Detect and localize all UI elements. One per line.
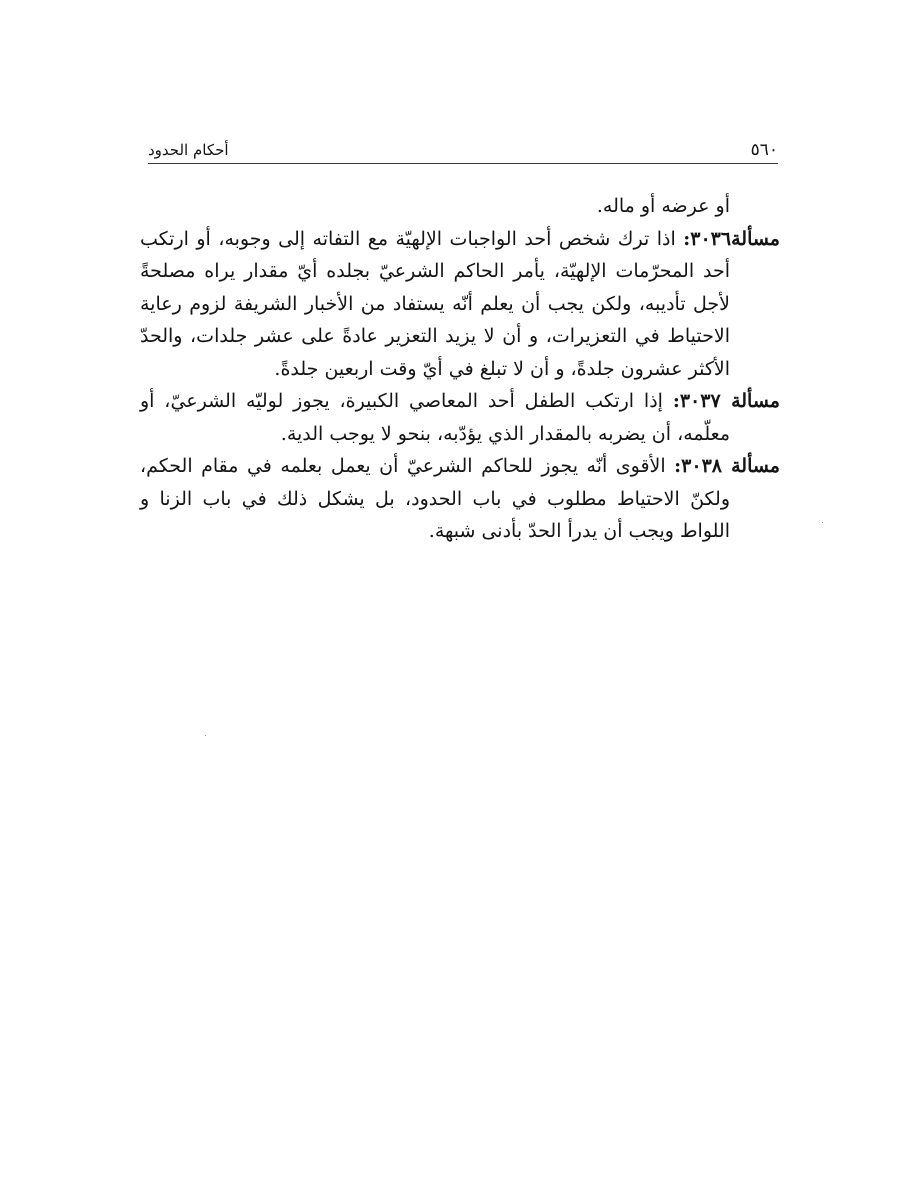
issue-label: مسألة٣٠٣٦:: [683, 227, 780, 250]
header-rule: [148, 163, 778, 164]
page-number: ٥٦٠: [750, 140, 778, 160]
issue-text: اذا ترك شخص أحد الواجبات الإلهيّة مع التفاته إلى وجوبه، أو ارتكب أحد المحرّمات الإلهيّة، يأمر الحاكم الشرعيّ بجلده أيّ مقدار يراه مصلحةً لأجل تأديبه، ولكن يجب أن يعلم أنّه يستفاد من الأخبار الشريفة لزوم رعاية الاحتياط في التعزيرات، و أن لا يزيد التعزير عادةً على عشر جلدات، والحدّ الأكثر عشرون جلدةً، و أن لا تبلغ في أيّ وقت اربعين جلدةً.: [140, 227, 730, 380]
issue-3036: [140, 223, 780, 386]
running-title: أحكام الحدود: [148, 141, 229, 159]
body-text: [140, 190, 780, 548]
issue-3038: [140, 450, 780, 548]
scan-speck: [205, 735, 206, 736]
issue-text: الأقوى أنّه يجوز للحاكم الشرعيّ أن يعمل بعلمه في مقام الحكم، ولكنّ الاحتياط مطلوب في باب الحدود، بل يشكل ذلك في باب الزنا و اللواط ويجب أن يدرأ الحدّ بأدنى شبهة.: [140, 455, 730, 542]
issue-label: مسألة ٣٠٣٧:: [672, 390, 780, 412]
scan-speck: [822, 522, 823, 523]
paragraph-text: أو عرضه أو ماله.: [596, 195, 730, 217]
paragraph-continuation: [140, 190, 780, 223]
issue-3037: [140, 385, 780, 450]
running-header: [148, 138, 778, 164]
issue-text: إذا ارتكب الطفل أحد المعاصي الكبيرة، يجوز لوليّه الشرعيّ، أو معلّمه، أن يضربه بالمقدار الذي يؤدّبه، بنحو لا يوجب الدية.: [140, 390, 730, 445]
issue-label: مسألة ٣٠٣٨:: [674, 455, 780, 477]
